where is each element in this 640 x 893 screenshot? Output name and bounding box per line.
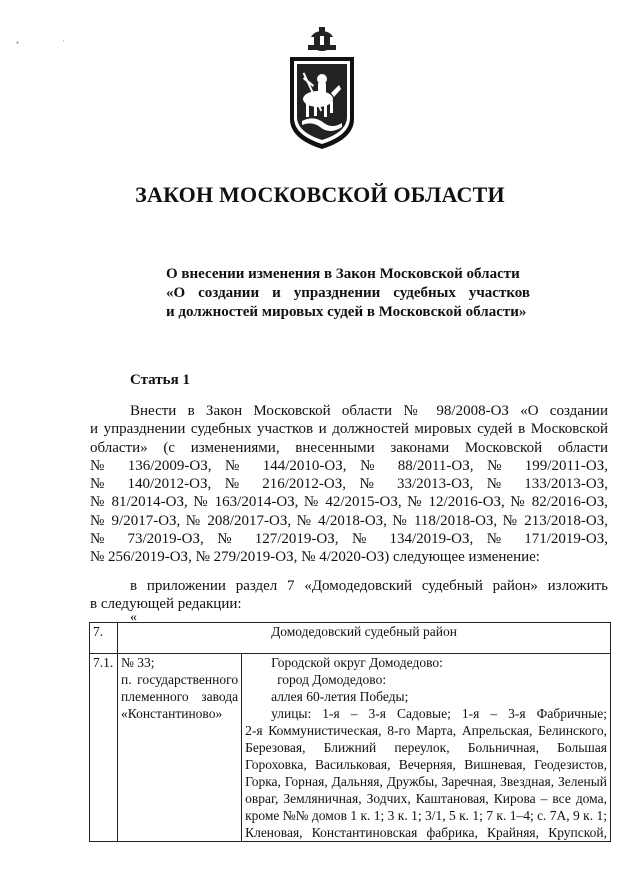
law-title: ЗАКОН МОСКОВСКОЙ ОБЛАСТИ <box>135 182 505 207</box>
court-line: № 33; <box>121 655 155 670</box>
subtitle-line: О внесении изменения в Закон Московской области <box>166 266 520 282</box>
territory-line: Горка, Горная, Дальняя, Дружбы, Заречная, Звездная, Зеленый <box>245 774 607 789</box>
territory-cell <box>242 654 611 842</box>
territory-line: Гороховка, Васильковая, Вечерняя, Вишневая, Геодезистов, <box>245 757 607 772</box>
court-cell <box>118 654 242 842</box>
table-row <box>90 654 611 842</box>
table-row <box>90 623 611 654</box>
court-line: п. государственного <box>121 672 239 687</box>
paragraph-line: № 81/2014-ОЗ, № 163/2014-ОЗ, № 42/2015-ОЗ, № 12/2016-ОЗ, № 82/2016-ОЗ, <box>90 494 608 511</box>
paragraph-line: № 9/2017-ОЗ, № 208/2017-ОЗ, № 4/2018-ОЗ, № 118/2018-ОЗ, № 213/2018-ОЗ, <box>90 512 608 529</box>
territory-line: 2-я Коммунистическая, 8-го Марта, Апрельская, Белинского, <box>245 723 607 738</box>
territory-line: город Домодедово: <box>277 672 387 687</box>
paragraph-line: № 136/2009-ОЗ, № 144/2010-ОЗ, № 88/2011-ОЗ, № 199/2011-ОЗ, <box>90 457 608 474</box>
subtitle-line: «О создании и упразднении судебных участков <box>166 285 530 301</box>
territory-line: овраг, Земляничная, Зодчих, Каштановая, Кирова – все дома, <box>245 791 607 806</box>
paragraph-line: в следующей редакции: <box>90 596 242 613</box>
territory-line: Березовая, Ближний переулок, Больничная, Большая <box>245 740 607 755</box>
paragraph-line: № 256/2019-ОЗ, № 279/2019-ОЗ, № 4/2020-ОЗ) следующее изменение: <box>90 549 540 566</box>
section-number: 7. <box>90 623 118 654</box>
article-heading: Статья 1 <box>130 372 190 388</box>
territory-line: кроме №№ домов 1 к. 1; 3 к. 1; 3/1, 5 к. 1; 7 к. 1–4; с. 7А, 9 к. 1; <box>245 808 607 823</box>
row-number: 7.1. <box>90 654 118 842</box>
paragraph-line: № 140/2012-ОЗ, № 216/2012-ОЗ, № 33/2013-ОЗ, № 133/2013-ОЗ, <box>90 476 608 493</box>
territory-line: Городской округ Домодедово: <box>271 655 443 670</box>
paragraph-line: в приложении раздел 7 «Домодедовский судебный район» изложить <box>130 578 608 594</box>
territory-line: аллея 60-летия Победы; <box>271 689 409 704</box>
territory-line: улицы: 1-я – 3-я Садовые; 1-я – 3-я Фабричные; <box>271 706 607 721</box>
court-line: «Константиново» <box>121 706 223 721</box>
open-quote: « <box>130 610 137 625</box>
court-district-table <box>89 622 611 842</box>
law-subtitle <box>166 265 530 322</box>
territory-line: Кленовая, Константиновская фабрика, Крайняя, Крупской, <box>245 825 607 840</box>
paragraph-line: и упразднении судебных участков и должностей мировых судей в Московской <box>90 421 608 438</box>
change-paragraph <box>90 577 608 614</box>
scan-mark: • <box>16 38 20 48</box>
paragraph-line: Внести в Закон Московской области № 98/2008-ОЗ «О создании <box>130 403 608 419</box>
coat-of-arms-icon <box>284 27 360 153</box>
article-intro-paragraph <box>90 402 608 567</box>
subtitle-line: и должностей мировых судей в Московской области» <box>166 304 527 320</box>
section-title: Домодедовский судебный район <box>118 623 611 654</box>
scan-mark: · <box>62 36 65 46</box>
court-line: племенного завода <box>121 689 239 704</box>
paragraph-line: области» (с изменениями, внесенными законами Московской области <box>90 439 608 456</box>
paragraph-line: № 73/2019-ОЗ, № 127/2019-ОЗ, № 134/2019-ОЗ, № 171/2019-ОЗ, <box>90 531 608 548</box>
